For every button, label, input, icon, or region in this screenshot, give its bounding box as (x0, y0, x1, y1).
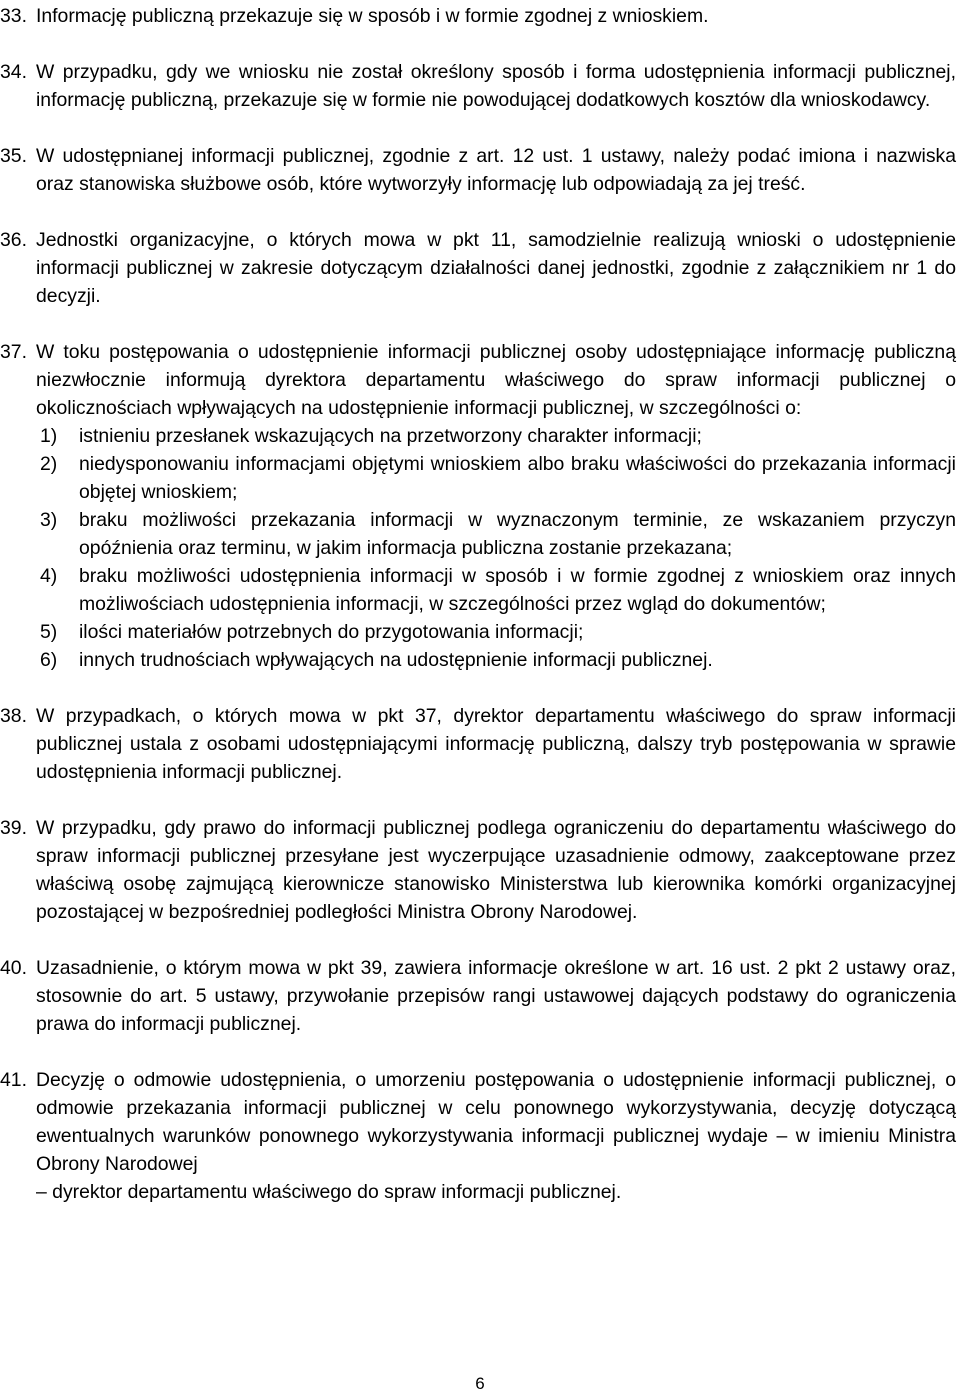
list-item-text: niedysponowaniu informacjami objętymi wnioskiem albo braku właściwości do przekazania informacji objętej wnioskiem; (79, 453, 956, 503)
paragraph-number: 40. (0, 957, 27, 979)
paragraph-number: 35. (0, 145, 27, 167)
page-number: 6 (475, 1374, 485, 1393)
list-item-2 (36, 450, 956, 506)
paragraph-text: W udostępnianej informacji publicznej, zgodnie z art. 12 ust. 1 ustawy, należy podać imiona i nazwiska oraz stanowiska służbowe osób, które wytworzyły informację lub odpowiadają za jej treść. (36, 145, 956, 195)
list-item-number: 4) (40, 565, 58, 587)
paragraph-35 (0, 142, 956, 198)
paragraph-text: W toku postępowania o udostępnienie informacji publicznej osoby udostępniające informację publiczną niezwłocznie informują dyrektora departamentu właściwego do spraw informacji publicznej o okolicznościach wpływających na udostępnienie informacji publicznej, w szczególności o: (36, 341, 956, 419)
spacer (36, 786, 956, 814)
list-item-text: braku możliwości przekazania informacji w wyznaczonym terminie, ze wskazaniem przyczyn opóźnienia oraz terminu, w jakim informacja publiczna zostanie przekazana; (79, 509, 956, 559)
spacer (36, 1038, 956, 1066)
spacer (36, 926, 956, 954)
paragraph-number: 36. (0, 229, 27, 251)
list-item-4 (36, 562, 956, 618)
list-item-1 (36, 422, 956, 450)
paragraph-text: Jednostki organizacyjne, o których mowa w pkt 11, samodzielnie realizują wnioski o udostępnienie informacji publicznej w zakresie dotyczącym działalności danej jednostki, zgodnie z załącznikiem nr 1 do decyzji. (36, 229, 956, 307)
paragraph-text: Uzasadnienie, o którym mowa w pkt 39, zawiera informacje określone w art. 16 ust. 2 pkt 2 ustawy oraz, stosownie do art. 5 ustawy, przywołanie przepisów rangi ustawowej dających podstawy do ograniczenia prawa do informacji publicznej. (36, 957, 956, 1035)
list-item-number: 2) (40, 453, 58, 475)
spacer (36, 310, 956, 338)
list-item-text: ilości materiałów potrzebnych do przygotowania informacji; (79, 621, 584, 643)
paragraph-number: 41. (0, 1069, 27, 1091)
paragraph-36 (0, 226, 956, 310)
paragraph-33 (0, 2, 956, 30)
paragraph-41-tail: – dyrektor departamentu właściwego do spraw informacji publicznej. (36, 1181, 622, 1203)
list-item-number: 6) (40, 649, 58, 671)
list-item-number: 1) (40, 425, 58, 447)
list-item-number: 3) (40, 509, 58, 531)
paragraph-38 (0, 702, 956, 786)
paragraph-40 (0, 954, 956, 1038)
paragraph-text: W przypadkach, o których mowa w pkt 37, dyrektor departamentu właściwego do spraw informacji publicznej ustala z osobami udostępniającymi informację publiczną, dalszy tryb postępowania w sprawie udostępnienia informacji publicznej. (36, 705, 956, 783)
list-item-5 (36, 618, 956, 646)
spacer (36, 674, 956, 702)
document-page (0, 2, 956, 1206)
list-item-text: innych trudnościach wpływających na udostępnienie informacji publicznej. (79, 649, 713, 671)
paragraph-text: W przypadku, gdy prawo do informacji publicznej podlega ograniczeniu do departamentu właściwego do spraw informacji publicznej przesyłane jest wyczerpujące uzasadnienie odmowy, zaakceptowane przez właściwą osobę zajmującą kierownicze stanowisko Ministerstwa lub kierownika komórki organizacyjnej pozostającej w bezpośredniej podległości Ministra Obrony Narodowej. (36, 817, 956, 923)
paragraph-text: W przypadku, gdy we wniosku nie został określony sposób i forma udostępnienia informacji publicznej, informację publiczną, przekazuje się w formie nie powodującej dodatkowych kosztów dla wnioskodawcy. (36, 61, 956, 111)
list-item-text: braku możliwości udostępnienia informacji w sposób i w formie zgodnej z wnioskiem oraz innych możliwościach udostępnienia informacji, w szczególności przez wgląd do dokumentów; (79, 565, 956, 615)
paragraph-39 (0, 814, 956, 926)
paragraph-41 (0, 1066, 956, 1178)
list-item-6 (36, 646, 956, 674)
paragraph-text: Informację publiczną przekazuje się w sposób i w formie zgodnej z wnioskiem. (36, 5, 709, 27)
paragraph-number: 38. (0, 705, 27, 727)
paragraph-number: 33. (0, 5, 27, 27)
paragraph-34 (0, 58, 956, 114)
spacer (36, 30, 956, 58)
paragraph-number: 37. (0, 341, 27, 363)
paragraph-37 (0, 338, 956, 422)
paragraph-number: 34. (0, 61, 27, 83)
spacer (36, 114, 956, 142)
paragraph-text: Decyzję o odmowie udostępnienia, o umorzeniu postępowania o udostępnienie informacji publicznej, o odmowie przekazania informacji publicznej w celu ponownego wykorzystywania, decyzję dotyczącą ewentualnych warunków ponownego wykorzystywania informacji publicznej wydaje – w imieniu Ministra Obrony Narodowej (36, 1069, 956, 1175)
list-item-text: istnieniu przesłanek wskazujących na przetworzony charakter informacji; (79, 425, 702, 447)
paragraph-number: 39. (0, 817, 27, 839)
spacer (36, 198, 956, 226)
list-item-3 (36, 506, 956, 562)
list-item-number: 5) (40, 621, 58, 643)
